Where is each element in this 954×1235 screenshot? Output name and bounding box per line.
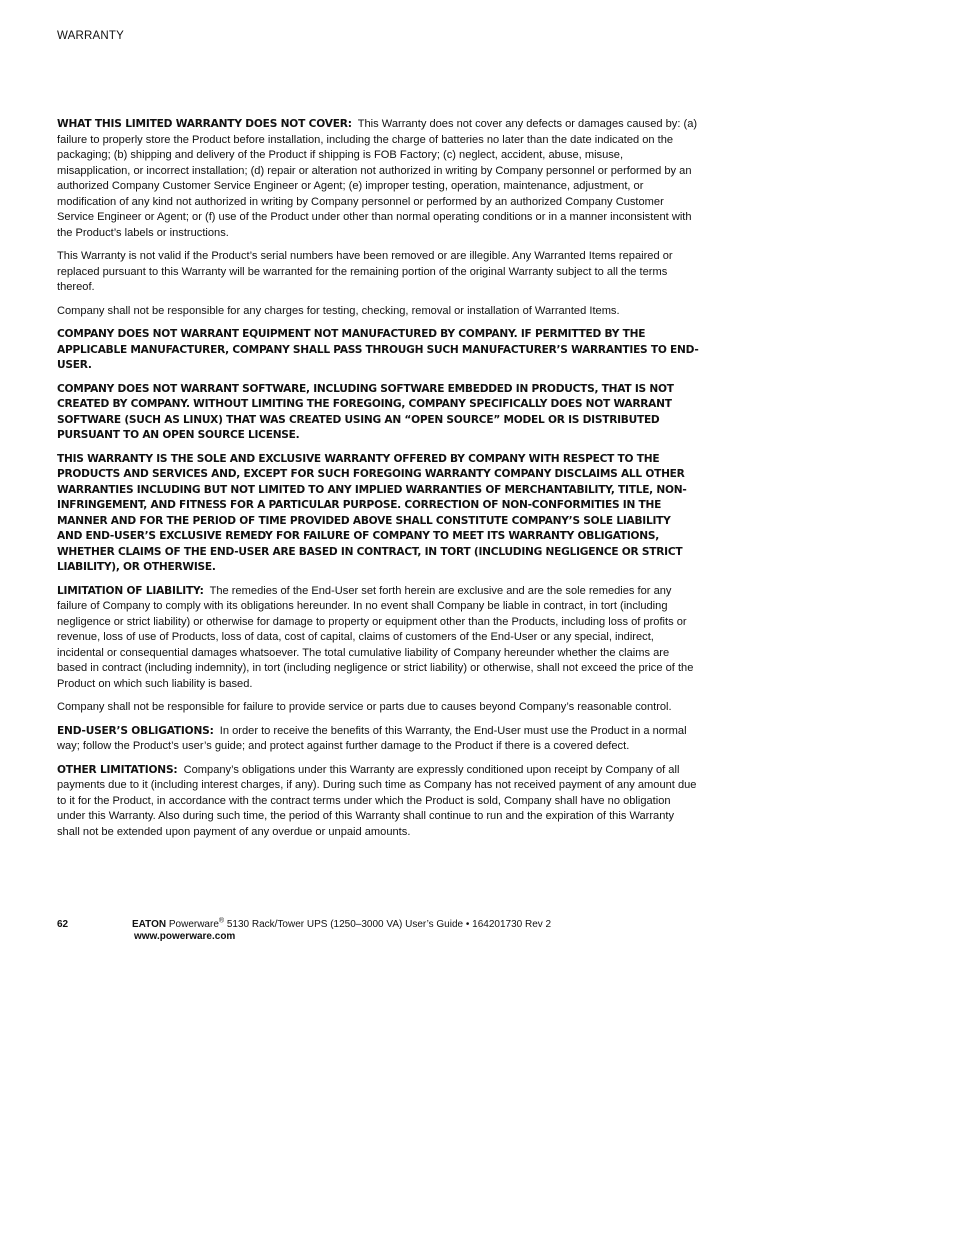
paragraph-limitation-of-liability [57, 584, 699, 693]
paragraph-software-disclaimer: COMPANY DOES NOT WARRANT SOFTWARE, INCLUDING SOFTWARE EMBEDDED IN PRODUCTS, THAT IS NOT CREATED BY COMPANY. WITHOUT LIMITING THE FOREGOING, COMPANY SPECIFICALLY DOES NOT WARRANT SOFTWARE (SUCH AS LINUX) THAT WAS CREATED USING AN “OPEN SOURCE” MODEL OR IS DISTRIBUTED PURSUANT TO AN OPEN SOURCE LICENSE. [57, 382, 674, 441]
paragraph-end-user-obligations [57, 724, 699, 755]
paragraph-not-covered [57, 117, 699, 241]
text-other-limitations: Company’s obligations under this Warranty are expressly conditioned upon receipt by Company of all payments due to it (including interest charges, if any). During such time as Company has not received payment of any amount due to it for the Product, in accordance with the contract terms under which the Product is sold, Company shall have no obligation under this Warranty. Also during such time, the period of this Warranty shall continue to run and the expiration of this Warranty shall not be extended upon payment of any overdue or unpaid amounts. [57, 763, 697, 838]
warranty-body [57, 117, 699, 848]
text-end-user-obligations: In order to receive the benefits of this Warranty, the End-User must use the Product in a normal way; follow the Product’s user’s guide; and protect against further damage to the Product if there is a covered defect. [57, 724, 687, 752]
footer-title [132, 919, 551, 931]
heading-other-limitations: OTHER LIMITATIONS: [57, 763, 178, 776]
text-not-covered: This Warranty does not cover any defects or damages caused by: (a) failure to properly store the Product before installation, including the charge of batteries no later than the date indicated on the packaging; (b) shipping and delivery of the Product if shipping is FOB Factory; (c) neglect, accident, abuse, misuse, misapplication, or incorrect installation; (d) repair or alteration not authorized in writing by Company personnel or performed by an authorized Company Customer Service Engineer or Agent; (e) improper testing, operation, maintenance, adjustment, or modification of any kind not authorized in writing by Company personnel or performed by an authorized Company Customer Service Engineer or Agent; or (f) use of the Product under other than normal operating conditions or in a manner inconsistent with the Product’s labels or instructions. [57, 118, 698, 239]
heading-limitation-of-liability: LIMITATION OF LIABILITY: [57, 584, 204, 597]
paragraph-serial-numbers: This Warranty is not valid if the Product’s serial numbers have been removed or are illegible. Any Warranted Items repaired or replaced pursuant to this Warranty will be warranted for the remaining portion of the original Warranty subject to all the terms thereof. [57, 250, 673, 293]
brand-name: EATON [132, 919, 167, 930]
section-header: WARRANTY [57, 30, 124, 42]
paragraph-service-causes: Company shall not be responsible for failure to provide service or parts due to causes beyond Company’s reasonable control. [57, 701, 672, 713]
paragraph-other-limitations [57, 763, 699, 841]
heading-end-user-obligations: END-USER’S OBLIGATIONS: [57, 724, 214, 737]
product-name: Powerware [168, 919, 219, 930]
paragraph-testing-charges: Company shall not be responsible for any charges for testing, checking, removal or installation of Warranted Items. [57, 304, 620, 317]
paragraph-exclusive-warranty: THIS WARRANTY IS THE SOLE AND EXCLUSIVE WARRANTY OFFERED BY COMPANY WITH RESPECT TO THE PRODUCTS AND SERVICES AND, EXCEPT FOR SUCH FOREGOING WARRANTY COMPANY DISCLAIMS ALL OTHER WARRANTIES INCLUDING BUT NOT LIMITED TO ANY IMPLIED WARRANTIES OF MERCHANTABILITY, TITLE, NON-INFRINGEMENT, AND FITNESS FOR A PARTICULAR PURPOSE. CORRECTION OF NON-CONFORMITIES IN THE MANNER AND FOR THE PERIOD OF TIME PROVIDED ABOVE SHALL CONSTITUTE COMPANY’S SOLE LIABILITY AND END-USER’S EXCLUSIVE REMEDY FOR FAILURE OF COMPANY TO MEET ITS WARRANTY OBLIGATIONS, WHETHER CLAIMS OF THE END-USER ARE BASED IN CONTRACT, IN TORT (INCLUDING NEGLIGENCE OR STRICT LIABILITY), OR OTHERWISE. [57, 452, 687, 573]
website-link[interactable]: www.powerware.com [134, 931, 236, 942]
registered-mark: ® [218, 917, 225, 925]
heading-not-covered: WHAT THIS LIMITED WARRANTY DOES NOT COVER: [57, 118, 352, 130]
guide-title: 5130 Rack/Tower UPS (1250–3000 VA) User’s Guide • 164201730 Rev 2 [226, 919, 552, 930]
page-number: 62 [57, 919, 69, 930]
paragraph-equipment-disclaimer: COMPANY DOES NOT WARRANT EQUIPMENT NOT MANUFACTURED BY COMPANY. IF PERMITTED BY THE APPLICABLE MANUFACTURER, COMPANY SHALL PASS THROUGH SUCH MANUFACTURER’S WARRANTIES TO END-USER. [57, 328, 699, 371]
text-limitation-of-liability: The remedies of the End-User set forth herein are exclusive and are the sole remedies for any failure of Company to comply with its obligations hereunder. In no event shall Company be liable in contract, in tort (including negligence or strict liability) or otherwise for damage to property or equipment other than the Products, including loss of profits or revenue, loss of use of Products, loss of data, cost of capital, claims of customers of the End-User or any special, indirect, incidental or consequential damages whatsoever. The total cumulative liability of Company hereunder whether the claims are based in contract (including indemnity), in tort (including negligence or strict liability) or otherwise, shall not exceed the price of the Product on which such liability is based. [57, 584, 694, 690]
